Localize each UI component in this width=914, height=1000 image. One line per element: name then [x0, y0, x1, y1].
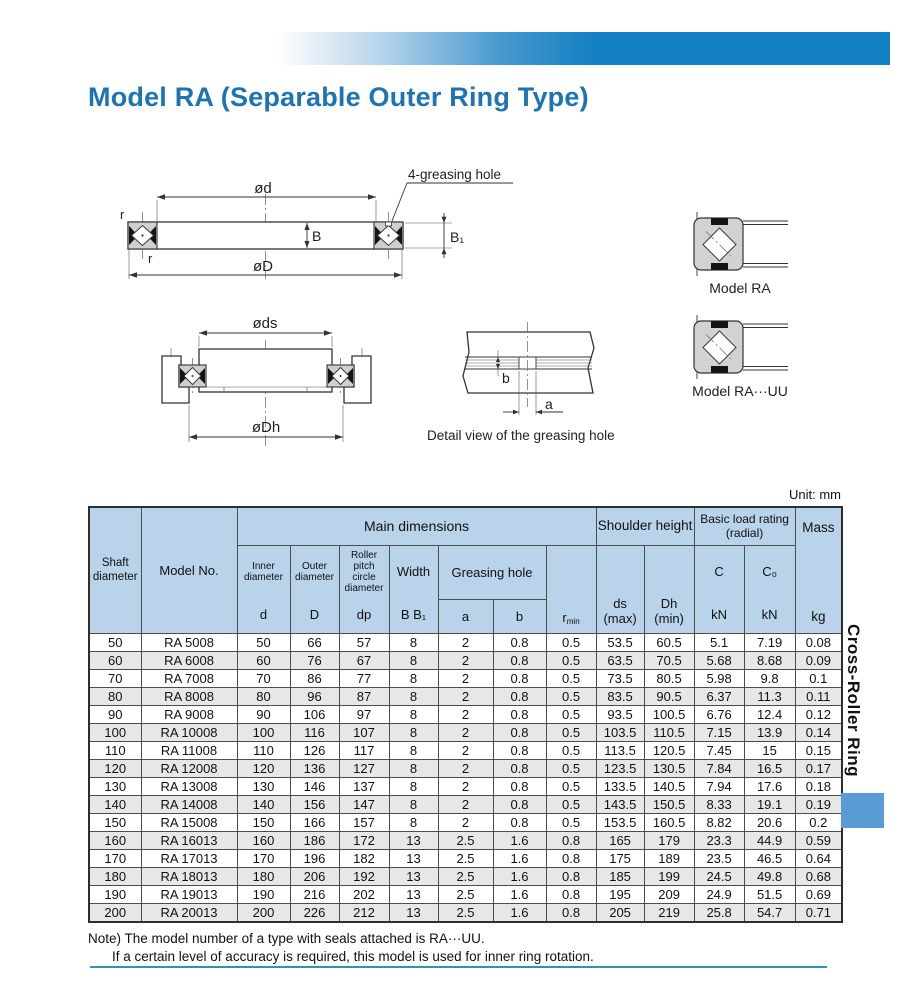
value-cell: 7.45 [694, 742, 744, 760]
value-cell: 8 [389, 652, 438, 670]
value-cell: 8 [389, 760, 438, 778]
value-cell: 0.19 [795, 796, 842, 814]
value-cell: 8 [389, 742, 438, 760]
value-cell: 8 [389, 814, 438, 832]
section-tab-square [841, 793, 884, 828]
value-cell: 0.8 [493, 706, 546, 724]
value-cell: 165 [596, 832, 644, 850]
value-cell: 16.5 [744, 760, 795, 778]
value-cell: 97 [339, 706, 389, 724]
value-cell: 11.3 [744, 688, 795, 706]
header-mass-label: Mass [802, 519, 835, 535]
value-cell: 66 [290, 634, 339, 652]
model-ra-uu-icon [692, 315, 788, 399]
value-cell: 50 [237, 634, 290, 652]
value-cell: 60 [89, 652, 141, 670]
value-cell: 13 [389, 886, 438, 904]
dim-label-Dh: øDh [251, 419, 281, 436]
greasing-hole-label: 4-greasing hole [408, 167, 502, 182]
greasing-detail-drawing [427, 322, 615, 443]
table-header [89, 507, 842, 634]
value-cell: 0.8 [493, 778, 546, 796]
value-cell: 80.5 [644, 670, 694, 688]
value-cell: 0.5 [546, 634, 596, 652]
value-cell: 166 [290, 814, 339, 832]
model-no-cell: RA 5008 [141, 634, 237, 652]
dim-label-B: B [312, 228, 322, 244]
header-a: a [438, 599, 493, 633]
value-cell: 2 [438, 670, 493, 688]
table-row [89, 760, 842, 778]
value-cell: 2 [438, 742, 493, 760]
value-cell: 0.15 [795, 742, 842, 760]
model-ra-uu-label: Model RA···UU [692, 383, 788, 399]
dimension-table [88, 506, 843, 923]
value-cell: 13 [389, 850, 438, 868]
value-cell: 140 [237, 796, 290, 814]
unit-label: Unit: mm [789, 487, 841, 502]
value-cell: 150.5 [644, 796, 694, 814]
value-cell: 2.5 [438, 850, 493, 868]
value-cell: 2 [438, 688, 493, 706]
value-cell: 90.5 [644, 688, 694, 706]
value-cell: 205 [596, 904, 644, 923]
greasing-detail-caption: Detail view of the greasing hole [427, 428, 615, 443]
value-cell: 0.69 [795, 886, 842, 904]
value-cell: 140.5 [644, 778, 694, 796]
model-no-cell: RA 10008 [141, 724, 237, 742]
model-no-cell: RA 8008 [141, 688, 237, 706]
value-cell: 170 [89, 850, 141, 868]
model-no-cell: RA 12008 [141, 760, 237, 778]
header-shoulder-height: Shoulder height [596, 507, 694, 545]
value-cell: 93.5 [596, 706, 644, 724]
value-cell: 15 [744, 742, 795, 760]
value-cell: 1.6 [493, 886, 546, 904]
value-cell: 0.8 [493, 742, 546, 760]
value-cell: 160.5 [644, 814, 694, 832]
model-no-cell: RA 6008 [141, 652, 237, 670]
value-cell: 172 [339, 832, 389, 850]
header-roller-pitch: Roller pitch circle diameter dp [339, 545, 389, 634]
value-cell: 209 [644, 886, 694, 904]
value-cell: 2.5 [438, 832, 493, 850]
value-cell: 0.18 [795, 778, 842, 796]
header-model-no: Model No. [141, 507, 237, 634]
value-cell: 50 [89, 634, 141, 652]
value-cell: 2 [438, 634, 493, 652]
value-cell: 126 [290, 742, 339, 760]
value-cell: 2 [438, 724, 493, 742]
value-cell: 51.5 [744, 886, 795, 904]
header-unit-kg: kg [811, 608, 826, 624]
model-ra-label: Model RA [709, 280, 771, 296]
value-cell: 0.5 [546, 706, 596, 724]
value-cell: 0.8 [493, 724, 546, 742]
value-cell: 76 [290, 652, 339, 670]
value-cell: 46.5 [744, 850, 795, 868]
value-cell: 90 [89, 706, 141, 724]
header-r-min: rmin [546, 545, 596, 634]
value-cell: 70.5 [644, 652, 694, 670]
value-cell: 8.82 [694, 814, 744, 832]
value-cell: 157 [339, 814, 389, 832]
table-row [89, 796, 842, 814]
value-cell: 160 [237, 832, 290, 850]
header-greasing-hole: Greasing hole [438, 545, 546, 599]
value-cell: 86 [290, 670, 339, 688]
value-cell: 1.6 [493, 868, 546, 886]
value-cell: 7.94 [694, 778, 744, 796]
value-cell: 2 [438, 778, 493, 796]
header-ds-max: ds (max) [596, 545, 644, 634]
value-cell: 1.6 [493, 904, 546, 923]
value-cell: 0.5 [546, 724, 596, 742]
value-cell: 202 [339, 886, 389, 904]
value-cell: 113.5 [596, 742, 644, 760]
value-cell: 63.5 [596, 652, 644, 670]
value-cell: 219 [644, 904, 694, 923]
value-cell: 186 [290, 832, 339, 850]
model-no-cell: RA 13008 [141, 778, 237, 796]
value-cell: 2 [438, 760, 493, 778]
value-cell: 0.8 [546, 904, 596, 923]
value-cell: 23.3 [694, 832, 744, 850]
dim-label-r-top: r [120, 207, 125, 222]
value-cell: 8 [389, 634, 438, 652]
value-cell: 8 [389, 724, 438, 742]
value-cell: 0.11 [795, 688, 842, 706]
value-cell: 212 [339, 904, 389, 923]
model-no-cell: RA 7008 [141, 670, 237, 688]
table-row [89, 814, 842, 832]
value-cell: 8 [389, 706, 438, 724]
value-cell: 110 [89, 742, 141, 760]
table-row [89, 886, 842, 904]
value-cell: 60 [237, 652, 290, 670]
value-cell: 2 [438, 652, 493, 670]
model-no-cell: RA 15008 [141, 814, 237, 832]
footnote-line1: Note) The model number of a type with seals attached is RA···UU. [88, 931, 485, 946]
dim-label-ds: øds [252, 315, 278, 332]
header-width: Width B B₁ [389, 545, 438, 634]
header-basic-load-rating: Basic load rating (radial) [694, 507, 795, 545]
value-cell: 140 [89, 796, 141, 814]
header-c0: C₀ kN [744, 545, 795, 634]
value-cell: 117 [339, 742, 389, 760]
value-cell: 179 [644, 832, 694, 850]
value-cell: 70 [89, 670, 141, 688]
value-cell: 143.5 [596, 796, 644, 814]
value-cell: 133.5 [596, 778, 644, 796]
value-cell: 196 [290, 850, 339, 868]
value-cell: 0.8 [546, 832, 596, 850]
value-cell: 130 [237, 778, 290, 796]
value-cell: 5.68 [694, 652, 744, 670]
value-cell: 23.5 [694, 850, 744, 868]
value-cell: 8 [389, 670, 438, 688]
header-b: b [493, 599, 546, 633]
value-cell: 8 [389, 778, 438, 796]
value-cell: 123.5 [596, 760, 644, 778]
value-cell: 57 [339, 634, 389, 652]
value-cell: 185 [596, 868, 644, 886]
value-cell: 6.37 [694, 688, 744, 706]
value-cell: 130 [89, 778, 141, 796]
value-cell: 13.9 [744, 724, 795, 742]
value-cell: 0.8 [493, 634, 546, 652]
value-cell: 195 [596, 886, 644, 904]
value-cell: 12.4 [744, 706, 795, 724]
model-no-cell: RA 9008 [141, 706, 237, 724]
value-cell: 160 [89, 832, 141, 850]
value-cell: 83.5 [596, 688, 644, 706]
value-cell: 1.6 [493, 850, 546, 868]
model-no-cell: RA 14008 [141, 796, 237, 814]
model-ra-icon [694, 212, 788, 296]
value-cell: 49.8 [744, 868, 795, 886]
value-cell: 0.1 [795, 670, 842, 688]
value-cell: 127 [339, 760, 389, 778]
bottom-rule [90, 966, 827, 968]
model-no-cell: RA 16013 [141, 832, 237, 850]
value-cell: 53.5 [596, 634, 644, 652]
value-cell: 150 [237, 814, 290, 832]
value-cell: 189 [644, 850, 694, 868]
value-cell: 8.33 [694, 796, 744, 814]
page-title: Model RA (Separable Outer Ring Type) [88, 82, 589, 112]
header-inner-diameter: Inner diameter d [237, 545, 290, 634]
dim-label-b: b [502, 370, 510, 386]
table-row [89, 670, 842, 688]
table-row [89, 706, 842, 724]
table-row [89, 778, 842, 796]
value-cell: 0.59 [795, 832, 842, 850]
model-no-cell: RA 19013 [141, 886, 237, 904]
value-cell: 17.6 [744, 778, 795, 796]
value-cell: 182 [339, 850, 389, 868]
dim-label-d: ød [254, 180, 272, 197]
value-cell: 80 [89, 688, 141, 706]
value-cell: 0.2 [795, 814, 842, 832]
value-cell: 8 [389, 796, 438, 814]
header-outer-diameter: Outer diameter D [290, 545, 339, 634]
value-cell: 107 [339, 724, 389, 742]
value-cell: 120.5 [644, 742, 694, 760]
value-cell: 0.5 [546, 688, 596, 706]
value-cell: 0.5 [546, 652, 596, 670]
value-cell: 100.5 [644, 706, 694, 724]
value-cell: 7.84 [694, 760, 744, 778]
value-cell: 116 [290, 724, 339, 742]
value-cell: 100 [237, 724, 290, 742]
model-no-cell: RA 18013 [141, 868, 237, 886]
value-cell: 2.5 [438, 868, 493, 886]
value-cell: 153.5 [596, 814, 644, 832]
value-cell: 44.9 [744, 832, 795, 850]
value-cell: 2 [438, 796, 493, 814]
ring-section-drawing [120, 167, 513, 279]
table-body [89, 634, 842, 923]
value-cell: 70 [237, 670, 290, 688]
value-cell: 54.7 [744, 904, 795, 923]
value-cell: 110.5 [644, 724, 694, 742]
value-cell: 96 [290, 688, 339, 706]
table-row [89, 634, 842, 652]
value-cell: 2 [438, 706, 493, 724]
value-cell: 0.8 [493, 760, 546, 778]
dim-label-a: a [545, 396, 553, 412]
value-cell: 87 [339, 688, 389, 706]
value-cell: 150 [89, 814, 141, 832]
value-cell: 6.76 [694, 706, 744, 724]
value-cell: 0.71 [795, 904, 842, 923]
value-cell: 180 [89, 868, 141, 886]
value-cell: 226 [290, 904, 339, 923]
value-cell: 190 [89, 886, 141, 904]
value-cell: 1.6 [493, 832, 546, 850]
model-no-cell: RA 17013 [141, 850, 237, 868]
value-cell: 156 [290, 796, 339, 814]
value-cell: 0.8 [493, 652, 546, 670]
footnote-line2: If a certain level of accuracy is required, this model is used for inner ring rotation. [112, 948, 594, 964]
section-tab-label: Cross-Roller Ring [844, 624, 863, 778]
value-cell: 206 [290, 868, 339, 886]
value-cell: 2.5 [438, 904, 493, 923]
value-cell: 0.8 [546, 868, 596, 886]
value-cell: 0.8 [493, 796, 546, 814]
value-cell: 60.5 [644, 634, 694, 652]
header-mass [795, 507, 842, 634]
table-row [89, 652, 842, 670]
value-cell: 0.12 [795, 706, 842, 724]
dim-label-D: øD [253, 258, 273, 275]
value-cell: 24.9 [694, 886, 744, 904]
value-cell: 0.09 [795, 652, 842, 670]
value-cell: 110 [237, 742, 290, 760]
value-cell: 25.8 [694, 904, 744, 923]
value-cell: 0.5 [546, 742, 596, 760]
value-cell: 19.1 [744, 796, 795, 814]
value-cell: 0.8 [493, 670, 546, 688]
value-cell: 13 [389, 904, 438, 923]
value-cell: 120 [237, 760, 290, 778]
value-cell: 136 [290, 760, 339, 778]
value-cell: 0.5 [546, 814, 596, 832]
header-shaft-diameter: Shaft diameter [89, 507, 141, 634]
value-cell: 0.68 [795, 868, 842, 886]
value-cell: 0.17 [795, 760, 842, 778]
table-row [89, 904, 842, 923]
header-c: C kN [694, 545, 744, 634]
value-cell: 106 [290, 706, 339, 724]
model-no-cell: RA 11008 [141, 742, 237, 760]
technical-drawings [88, 158, 800, 452]
value-cell: 0.8 [546, 886, 596, 904]
value-cell: 5.98 [694, 670, 744, 688]
value-cell: 120 [89, 760, 141, 778]
value-cell: 0.8 [493, 814, 546, 832]
value-cell: 0.8 [546, 850, 596, 868]
table-row [89, 742, 842, 760]
value-cell: 147 [339, 796, 389, 814]
value-cell: 130.5 [644, 760, 694, 778]
value-cell: 180 [237, 868, 290, 886]
value-cell: 77 [339, 670, 389, 688]
value-cell: 192 [339, 868, 389, 886]
value-cell: 0.64 [795, 850, 842, 868]
value-cell: 190 [237, 886, 290, 904]
value-cell: 2 [438, 814, 493, 832]
value-cell: 20.6 [744, 814, 795, 832]
value-cell: 137 [339, 778, 389, 796]
footnote [88, 930, 594, 965]
value-cell: 0.5 [546, 670, 596, 688]
value-cell: 90 [237, 706, 290, 724]
value-cell: 5.1 [694, 634, 744, 652]
table-row [89, 868, 842, 886]
table-row [89, 850, 842, 868]
value-cell: 2.5 [438, 886, 493, 904]
mounted-section-drawing [162, 315, 371, 446]
value-cell: 0.5 [546, 760, 596, 778]
table-row [89, 688, 842, 706]
top-accent-bar [277, 32, 890, 65]
table-row [89, 832, 842, 850]
value-cell: 146 [290, 778, 339, 796]
value-cell: 67 [339, 652, 389, 670]
value-cell: 7.19 [744, 634, 795, 652]
header-dh-min: Dh (min) [644, 545, 694, 634]
value-cell: 100 [89, 724, 141, 742]
value-cell: 103.5 [596, 724, 644, 742]
table-row [89, 724, 842, 742]
value-cell: 200 [89, 904, 141, 923]
value-cell: 13 [389, 832, 438, 850]
value-cell: 0.5 [546, 796, 596, 814]
value-cell: 175 [596, 850, 644, 868]
value-cell: 9.8 [744, 670, 795, 688]
value-cell: 0.8 [493, 688, 546, 706]
header-main-dimensions: Main dimensions [237, 507, 596, 545]
value-cell: 8 [389, 688, 438, 706]
value-cell: 216 [290, 886, 339, 904]
value-cell: 199 [644, 868, 694, 886]
value-cell: 0.08 [795, 634, 842, 652]
value-cell: 24.5 [694, 868, 744, 886]
value-cell: 8.68 [744, 652, 795, 670]
value-cell: 0.14 [795, 724, 842, 742]
value-cell: 170 [237, 850, 290, 868]
value-cell: 0.5 [546, 778, 596, 796]
dim-label-B1: B₁ [450, 229, 465, 245]
value-cell: 73.5 [596, 670, 644, 688]
value-cell: 80 [237, 688, 290, 706]
dim-label-r-bottom: r [148, 251, 153, 266]
value-cell: 200 [237, 904, 290, 923]
value-cell: 13 [389, 868, 438, 886]
model-no-cell: RA 20013 [141, 904, 237, 923]
value-cell: 7.15 [694, 724, 744, 742]
